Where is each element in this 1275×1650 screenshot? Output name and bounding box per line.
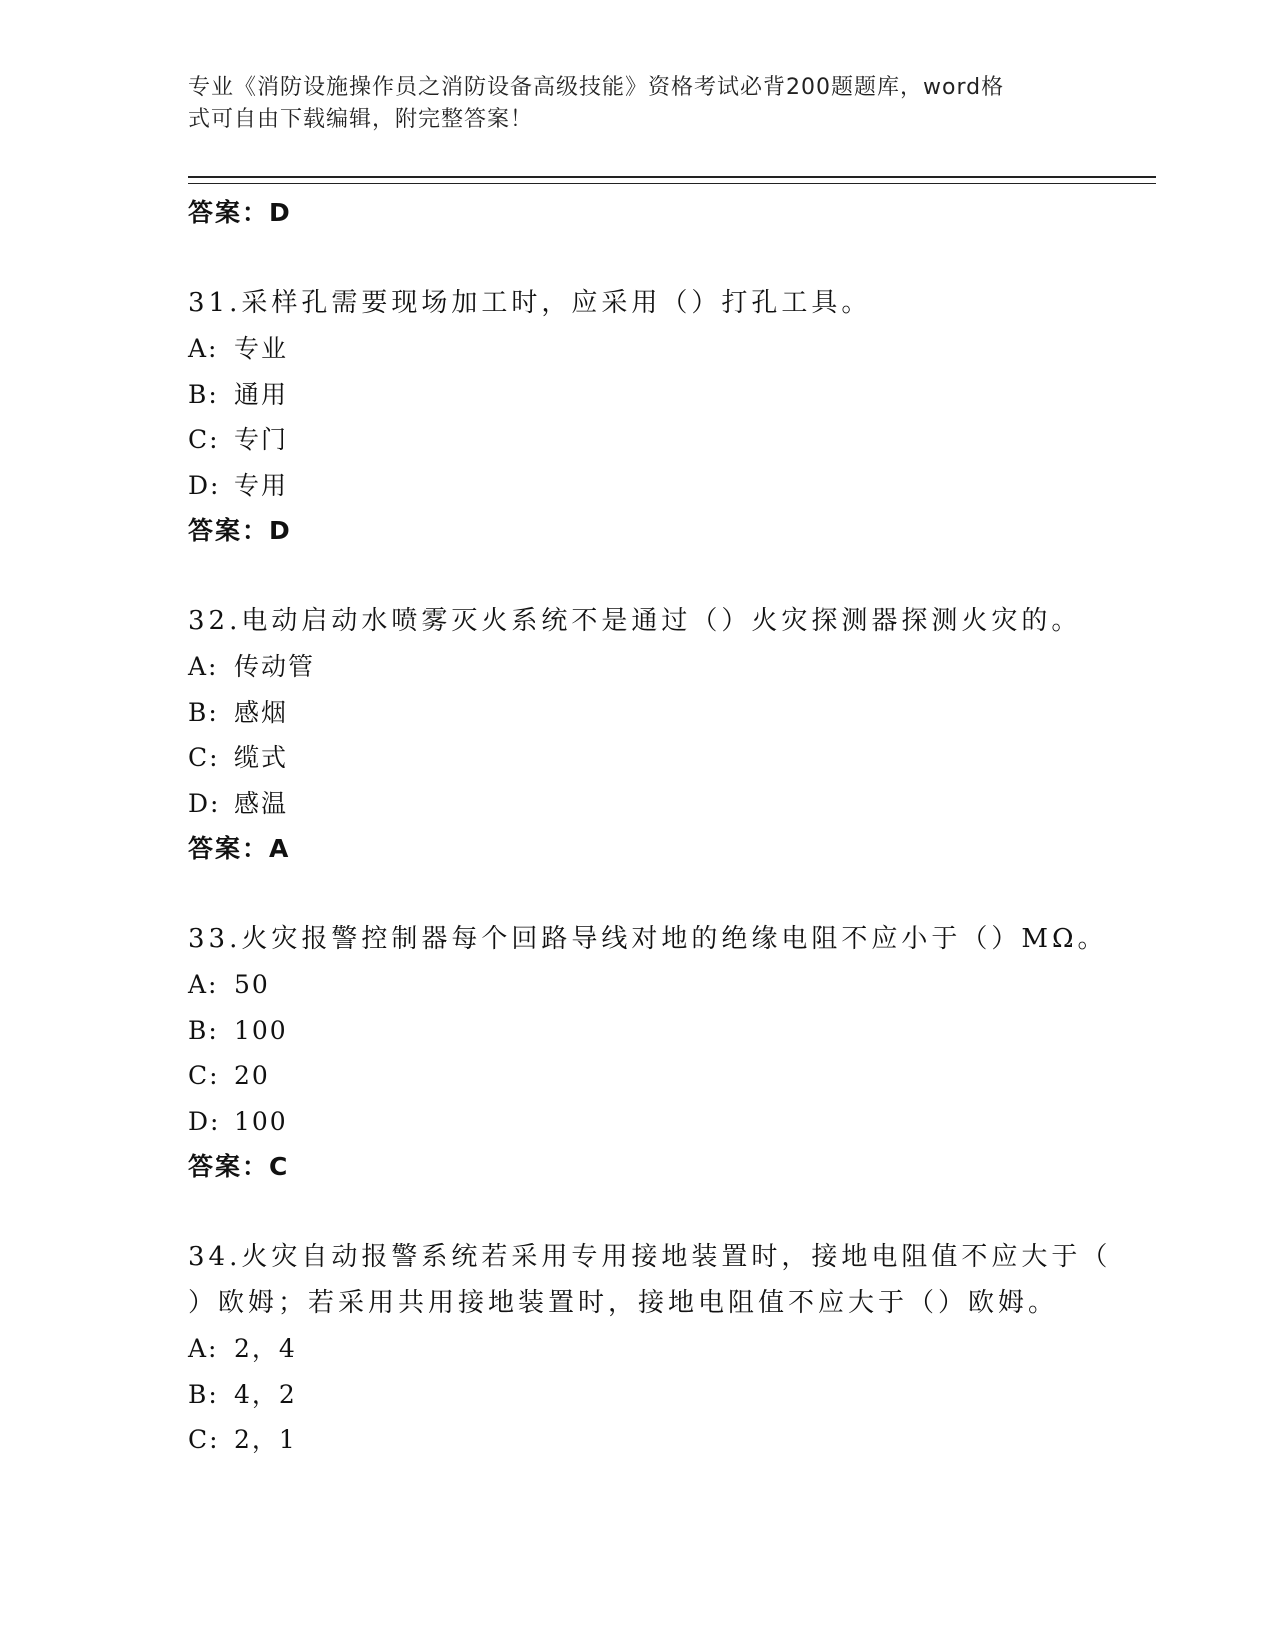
- question-text: 33.火灾报警控制器每个回路导线对地的绝缘电阻不应小于（）MΩ。: [188, 924, 1108, 954]
- option-letter: A:: [188, 652, 219, 681]
- option-c: [188, 417, 1128, 463]
- option-text: 专业: [234, 334, 289, 363]
- option-text: 缆式: [234, 743, 289, 772]
- option-c: [188, 1417, 1128, 1463]
- option-a: [188, 1326, 1128, 1372]
- option-text: 2，4: [234, 1334, 297, 1363]
- option-text: 感温: [234, 788, 289, 818]
- option-a: [188, 962, 1128, 1008]
- question-item: [188, 1234, 1128, 1463]
- option-b: [188, 372, 1128, 418]
- question-text: 31.采样孔需要现场加工时，应采用（）打孔工具。: [188, 288, 872, 318]
- question-item: [188, 598, 1128, 872]
- answer-label: 答案：D: [188, 516, 292, 545]
- option-text: 50: [234, 970, 270, 999]
- option-letter: B:: [188, 1015, 219, 1045]
- option-b: [188, 1008, 1128, 1054]
- option-d: [188, 781, 1128, 827]
- option-d: [188, 1099, 1128, 1145]
- option-a: [188, 644, 1128, 690]
- option-text: 100: [234, 1106, 288, 1136]
- option-text: 4，2: [234, 1379, 297, 1409]
- question-text-line-1: 34.火灾自动报警系统若采用专用接地装置时，接地电阻值不应大于（: [188, 1242, 1112, 1272]
- option-text: 感烟: [234, 697, 289, 727]
- option-letter: A:: [188, 1334, 219, 1363]
- question-list: [188, 190, 1128, 1463]
- option-letter: C:: [188, 425, 220, 454]
- option-text: 20: [234, 1061, 270, 1090]
- header-line-2: 式可自由下载编辑，附完整答案！: [188, 107, 534, 132]
- option-text: 通用: [234, 379, 289, 409]
- option-letter: D:: [188, 1106, 221, 1136]
- header-divider-thick: [188, 176, 1156, 178]
- header-line-1: 专业《消防设施操作员之消防设备高级技能》资格考试必背200题题库，word格: [188, 75, 1005, 100]
- question-item: [188, 916, 1128, 1190]
- option-letter: B:: [188, 379, 219, 409]
- option-c: [188, 1053, 1128, 1099]
- option-text: 专用: [234, 470, 289, 500]
- option-letter: C:: [188, 1061, 220, 1090]
- option-letter: C:: [188, 743, 220, 772]
- header-divider-thin: [188, 183, 1156, 184]
- option-a: [188, 326, 1128, 372]
- answer-label: 答案：C: [188, 1152, 290, 1181]
- option-d: [188, 463, 1128, 509]
- option-letter: D:: [188, 788, 221, 818]
- answer-label: 答案：A: [188, 834, 291, 863]
- answer-label: 答案：D: [188, 198, 292, 227]
- question-text-line-2: ）欧姆；若采用共用接地装置时，接地电阻值不应大于（）欧姆。: [188, 1288, 1059, 1318]
- option-text: 2，1: [234, 1425, 297, 1454]
- option-letter: D:: [188, 470, 221, 500]
- option-b: [188, 690, 1128, 736]
- option-text: 100: [234, 1015, 288, 1045]
- option-text: 传动管: [234, 652, 316, 681]
- option-text: 专门: [234, 425, 289, 454]
- option-letter: C:: [188, 1425, 220, 1454]
- option-letter: B:: [188, 697, 219, 727]
- option-b: [188, 1372, 1128, 1418]
- option-letter: A:: [188, 334, 219, 363]
- question-text: 32.电动启动水喷雾灭火系统不是通过（）火灾探测器探测火灾的。: [188, 606, 1082, 636]
- option-letter: B:: [188, 1379, 219, 1409]
- option-c: [188, 735, 1128, 781]
- option-letter: A:: [188, 970, 219, 999]
- question-item: [188, 280, 1128, 554]
- document-header: [188, 72, 1068, 136]
